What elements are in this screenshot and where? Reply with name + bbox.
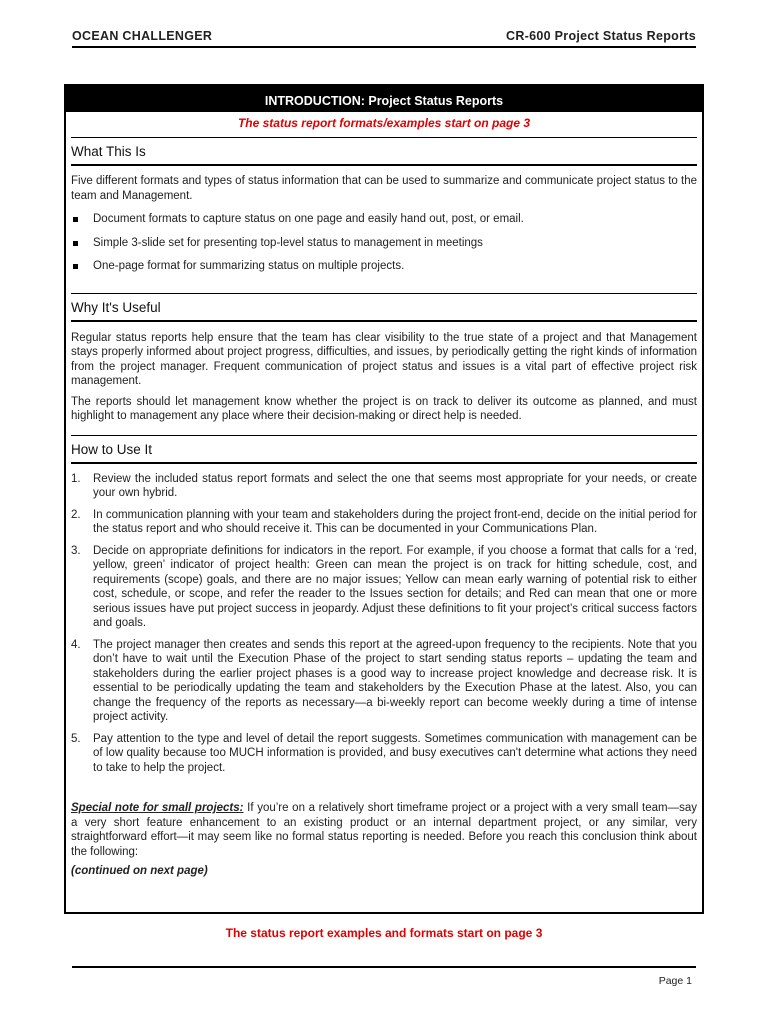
- list-item: Document formats to capture status on one page and easily hand out, post, or email.: [71, 212, 697, 227]
- section-why-useful: [71, 293, 697, 424]
- page-header: [72, 26, 696, 48]
- section-heading-what: What This Is: [71, 144, 697, 166]
- section-how-to-use: [71, 435, 697, 776]
- special-note-text: If you’re on a relatively short timeframe project or a project with a very small team—say a very short feature enhancement to an existing product or an internal department project, or any similar, very straightforward effort—it may seem like no formal status reporting is needed. Before you reach this conclusion think about the following:: [71, 802, 697, 858]
- bottom-red-note: The status report examples and formats start on page 3: [225, 926, 543, 940]
- intro-red-note: The status report formats/examples start on page 3: [237, 116, 531, 130]
- list-item: 4. The project manager then creates and sends this report at the agreed-upon frequency to the recipients. Note that you don’t have to wait until the Execution Phase of the project to start sending status reports – updating the team and stakeholders during the earlier project phases is a good way to increase project knowledge and decrease risk. It is essential to be periodically updating the team and stakeholders by the Execution Phase at the latest. Also, you can change the frequency of the reports as necessary—a bi-weekly report can become weekly during a time of intense project activity.: [71, 638, 697, 723]
- page-number: Page 1: [658, 975, 692, 987]
- section-heading-why: Why It's Useful: [71, 300, 697, 322]
- bullet-square-icon: [73, 241, 78, 246]
- header-doc-title: CR-600 Project Status Reports: [506, 29, 696, 43]
- special-note: [71, 801, 697, 859]
- list-item: 1. Review the included status report formats and select the one that seems most appropriate for your needs, or create your own hybrid.: [71, 472, 697, 499]
- continued-note: (continued on next page): [71, 865, 208, 877]
- bullet-square-icon: [73, 264, 78, 269]
- special-note-label: Special note for small projects:: [71, 802, 244, 814]
- footer-divider: [72, 966, 696, 968]
- intro-title-bar: INTRODUCTION: Project Status Reports: [66, 86, 702, 112]
- list-item: 3. Decide on appropriate definitions for indicators in the report. For example, if you choose a format that calls for a ‘red, yellow, green’ indicator of project health: Green can mean the project is on track for hitting schedule, cost, and requirements (scope) goals, and there are no major issues; Yellow can mean early warning of potential risk to either cost, schedule, or scope, and refer the reader to the Issues section for details; and Red can mean that one or more serious issues have put project success in jeopardy. Adjust these definitions to fit your project’s critical success factors and goals.: [71, 544, 697, 629]
- section-what-this-is: [71, 137, 697, 274]
- what-bullet-list: [71, 212, 697, 274]
- how-steps-list: [71, 472, 697, 776]
- what-paragraph: Five different formats and types of status information that can be used to summarize and communicate project status to the team and Management.: [71, 175, 697, 202]
- intro-box: [64, 84, 704, 914]
- list-item: 2. In communication planning with your team and stakeholders during the project front-end, decide on the initial period for the status report and who should receive it. This can be documented in your Communications Plan.: [71, 508, 697, 535]
- list-item: 5. Pay attention to the type and level of detail the report suggests. Sometimes communication with management can be of low quality because too MUCH information is provided, and busy executives can't determine what actions they need to take to help the project.: [71, 732, 697, 774]
- why-paragraph-2: The reports should let management know whether the project is on track to deliver its outcome as planned, and must highlight to management any place where their decision-making or direct help is needed.: [71, 395, 697, 422]
- section-heading-how: How to Use It: [71, 442, 697, 464]
- header-org-name: OCEAN CHALLENGER: [72, 29, 213, 43]
- why-paragraph-1: Regular status reports help ensure that the team has clear visibility to the true state of a project and that Management stays properly informed about project progress, difficulties, and issues, by periodically getting the right kinds of information from the project manager. Frequent communication of project status and issues is a vital part of effective project risk management.: [71, 331, 697, 387]
- list-item: Simple 3-slide set for presenting top-level status to management in meetings: [71, 236, 697, 251]
- bullet-square-icon: [73, 217, 78, 222]
- intro-content: [66, 137, 702, 877]
- list-item: One-page format for summarizing status on multiple projects.: [71, 259, 697, 274]
